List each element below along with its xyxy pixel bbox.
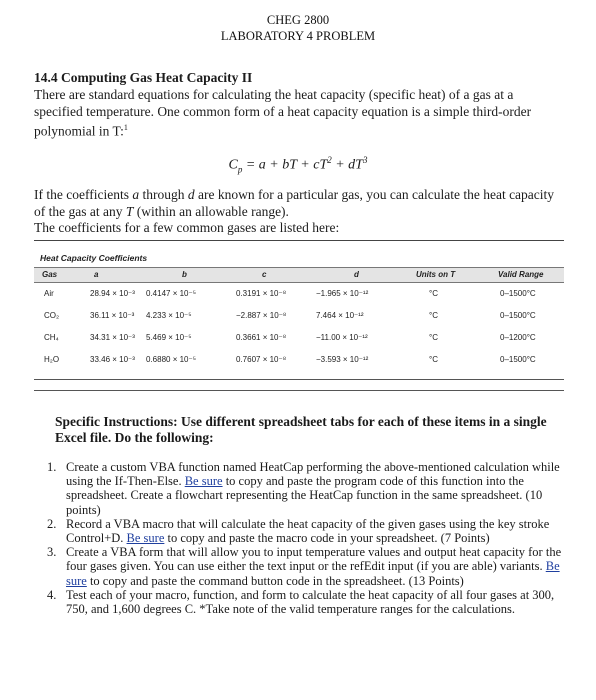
para2-text-g: (within an allowable range).	[133, 203, 289, 219]
eq-rhs: = a + bT + cT	[245, 157, 328, 173]
cell-b: 0.4147 × 10⁻⁵	[146, 289, 197, 298]
be-sure-link[interactable]: Be sure	[66, 559, 560, 588]
cell-b: 0.6880 × 10⁻⁵	[146, 355, 197, 364]
item-text: Test each of your macro, function, and form to calculate the heat capacity of all four gases at 300, 750, and 1,600 degrees C. *Take note of the valid temperature ranges for the calculations.	[66, 587, 555, 617]
cell-b: 4.233 × 10⁻⁵	[146, 311, 192, 320]
list-item	[47, 460, 567, 517]
table-rule	[34, 390, 564, 391]
section-title: 14.4 Computing Gas Heat Capacity II	[34, 70, 253, 85]
table-row	[34, 355, 564, 367]
list-item	[47, 517, 567, 545]
cell-c: 0.7607 × 10⁻⁸	[236, 355, 287, 364]
footnote-marker: 1	[123, 123, 128, 132]
eq-exp2: 2	[327, 155, 332, 165]
cell-gas: H₂O	[44, 355, 60, 364]
cell-units: °C	[429, 333, 438, 342]
item-number: 3.	[47, 545, 57, 560]
cell-d: −3.593 × 10⁻¹²	[316, 355, 369, 364]
para2-text-h: The coefficients for a few common gases are listed here:	[34, 220, 340, 235]
para2-var-d: d	[187, 187, 195, 202]
col-d: d	[354, 270, 359, 279]
item-number: 2.	[47, 516, 57, 531]
item-text: Create a VBA form that will allow you to input temperature values and output heat capacity for the four gases given. You can use either the text input or the refEdit input (if you are able) variants.	[66, 545, 562, 574]
cell-range: 0–1500°C	[500, 311, 536, 320]
divider	[34, 240, 564, 241]
col-b: b	[182, 270, 187, 279]
cell-c: 0.3191 × 10⁻⁸	[236, 289, 287, 298]
instructions-heading: Specific Instructions: Use different spreadsheet tabs for each of these items in a single Excel file. Do the following:	[55, 414, 547, 445]
cell-range: 0–1500°C	[500, 355, 536, 364]
col-range: Valid Range	[498, 270, 544, 279]
item-text: Create a custom VBA function named HeatCap performing the above-mentioned calculation while using the If-Then-Else.	[66, 460, 560, 489]
cell-a: 28.94 × 10⁻³	[90, 289, 135, 298]
list-item	[47, 545, 567, 588]
cell-range: 0–1500°C	[500, 289, 536, 298]
be-sure-link[interactable]: Be sure	[184, 474, 223, 489]
cell-units: °C	[429, 355, 438, 364]
intro-paragraph	[34, 87, 564, 140]
col-units: Units on T	[416, 270, 456, 279]
heat-capacity-table	[34, 249, 564, 399]
col-a: a	[94, 270, 99, 279]
coefficients-paragraph	[34, 187, 564, 237]
heat-capacity-equation	[0, 155, 596, 174]
cell-b: 5.469 × 10⁻⁵	[146, 333, 192, 342]
lab-title: LABORATORY 4 PROBLEM	[220, 29, 376, 43]
table-row	[34, 333, 564, 345]
item-text: to copy and paste the command button code in the spreadsheet. (13 Points)	[86, 573, 464, 588]
cell-c: 0.3661 × 10⁻⁸	[236, 333, 287, 342]
cell-units: °C	[429, 289, 438, 298]
item-text: to copy and paste the macro code in your spreadsheet. (7 Points)	[164, 531, 490, 546]
eq-lhs: C	[228, 157, 238, 173]
cell-c: −2.887 × 10⁻⁸	[236, 311, 287, 320]
col-c: c	[262, 270, 267, 279]
eq-lhs-sub: p	[237, 164, 243, 175]
cell-gas: Air	[44, 289, 54, 298]
cell-range: 0–1200°C	[500, 333, 536, 342]
item-text: Record a VBA macro that will calculate the heat capacity of the given gases using the key stroke Control+D.	[66, 516, 550, 546]
item-number: 4.	[47, 587, 57, 602]
para2-text-a: If the coefficients	[34, 187, 133, 202]
cell-a: 36.11 × 10⁻³	[90, 311, 135, 320]
cell-d: 7.464 × 10⁻¹²	[316, 311, 364, 320]
cell-a: 34.31 × 10⁻³	[90, 333, 135, 342]
eq-rhs2: + dT	[331, 157, 363, 173]
cell-gas: CO₂	[44, 311, 60, 320]
para2-text-c: through	[139, 187, 188, 202]
col-gas: Gas	[42, 270, 58, 279]
instructions-list	[47, 460, 567, 616]
be-sure-link[interactable]: Be sure	[126, 531, 165, 546]
cell-d: −1.965 × 10⁻¹²	[316, 289, 369, 298]
table-rule	[34, 379, 564, 380]
cell-a: 33.46 × 10⁻³	[90, 355, 135, 364]
item-text: to copy and paste the program code of this function into the spreadsheet. Create a flowchart representing the HeatCap function in the same spreadsheet. (10 points)	[66, 474, 543, 517]
cell-gas: CH₄	[44, 333, 59, 342]
course-code: CHEG 2800	[266, 13, 330, 27]
cell-units: °C	[429, 311, 438, 320]
table-row	[34, 289, 564, 301]
cell-d: −11.00 × 10⁻¹²	[316, 333, 368, 342]
para2-text-e: are known for a particular gas, you can calculate the heat capacity of the gas at any	[34, 187, 555, 219]
list-item	[47, 588, 567, 616]
table-row	[34, 311, 564, 323]
para2-var-a: a	[132, 187, 140, 202]
para2-var-t: T	[125, 203, 134, 219]
intro-text: There are standard equations for calculating the heat capacity (specific heat) of a gas at a specified temperature. One common form of a heat capacity equation is a simple third-order polynomial in T:	[34, 87, 532, 139]
table-header-row	[34, 267, 564, 283]
table-title: Heat Capacity Coefficients	[40, 253, 148, 263]
item-number: 1.	[47, 460, 57, 474]
eq-exp3: 3	[362, 155, 368, 165]
